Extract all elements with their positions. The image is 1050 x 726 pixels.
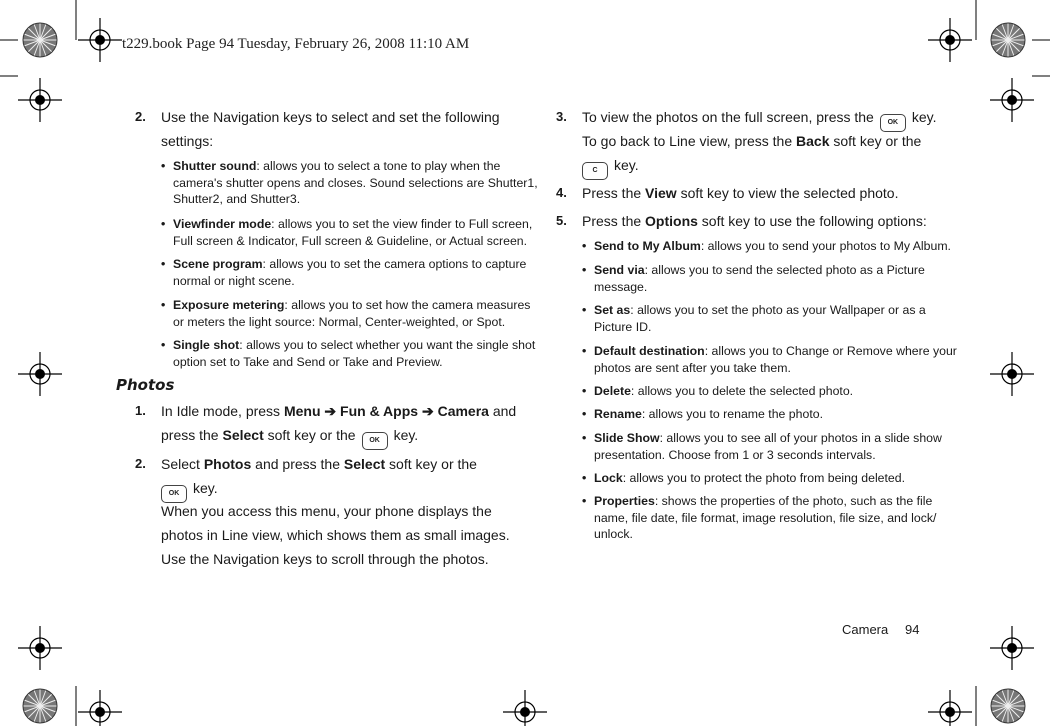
text-run: key. <box>614 157 639 173</box>
bullet-line <box>173 233 532 250</box>
text-run: Press the <box>582 213 646 229</box>
bullet-term: Slide Show <box>594 431 660 445</box>
text-run: In Idle mode, press <box>161 403 284 419</box>
bullet-text: unlock. <box>594 527 633 541</box>
text-run: To go back to Line view, press the <box>582 133 797 149</box>
ok-key-icon: OK <box>362 432 388 450</box>
print-header-line: t229.book Page 94 Tuesday, February 26, 2008 11:10 AM <box>122 36 470 52</box>
step-text: settings: <box>161 133 214 149</box>
bullet-dot: • <box>161 257 166 271</box>
bullet-term: Properties <box>594 494 655 508</box>
bullet-text: presentation. Choose from 1 or 3 seconds intervals. <box>594 447 876 462</box>
text-run: Press the <box>582 185 646 201</box>
step-body: When you access this menu, your phone displays the <box>161 503 492 519</box>
bullet-dot: • <box>582 263 587 277</box>
step-number: 2. <box>135 456 146 471</box>
step-number: 5. <box>556 213 567 228</box>
options-label: Options <box>645 213 698 229</box>
bullet-term: Shutter sound <box>173 159 257 173</box>
bullet-term: Set as <box>594 303 631 317</box>
bullet-dot: • <box>582 239 587 253</box>
right-bullet-item <box>582 406 823 423</box>
right-bullet-item <box>582 470 906 487</box>
step-text <box>582 153 639 180</box>
step-text <box>161 399 516 423</box>
step-number: 4. <box>556 185 567 200</box>
text-run: soft key or the <box>263 427 356 443</box>
text-run: and press the <box>251 456 344 472</box>
bullet-line <box>594 319 926 336</box>
left-bullet-item <box>161 256 527 289</box>
right-bullet-item <box>582 302 926 335</box>
bullet-line <box>594 343 957 360</box>
text-run: To view the photos on the full screen, press the <box>582 109 874 125</box>
bullet-text: : allows you to send your photos to My Album. <box>700 239 951 253</box>
bullet-line <box>594 360 957 377</box>
bullet-dot: • <box>582 494 587 508</box>
ok-key-icon: OK <box>880 114 906 132</box>
text-run: Select <box>161 456 204 472</box>
bullet-line <box>594 279 925 296</box>
view-label: View <box>645 185 677 201</box>
bullet-dot: • <box>161 217 166 231</box>
right-bullet-item <box>582 262 925 295</box>
fun-apps-label: Fun & Apps <box>340 403 419 419</box>
bullet-dot: • <box>161 338 166 352</box>
bullet-line <box>173 337 535 354</box>
step-text <box>161 452 477 476</box>
arrow-icon: ➔ <box>418 403 438 419</box>
text-run: soft key to view the selected photo. <box>676 185 899 201</box>
back-label: Back <box>796 133 830 149</box>
bullet-text: : allows you to protect the photo from being deleted. <box>622 471 906 485</box>
bullet-term: Scene program <box>173 257 263 271</box>
bullet-text: Shutter2, and Shutter3. <box>173 192 301 206</box>
step-text: Use the Navigation keys to select and set the following <box>161 109 500 125</box>
right-bullet-item <box>582 493 937 543</box>
step-number: 2. <box>135 109 146 124</box>
bullet-dot: • <box>582 431 587 445</box>
left-bullet-item <box>161 216 533 249</box>
step-body: Use the Navigation keys to scroll through the photos. <box>161 551 489 567</box>
bullet-line <box>594 406 823 423</box>
arrow-icon: ➔ <box>320 403 341 419</box>
bullet-text: name, file date, file format, image resolution, file size, and lock/ <box>594 510 937 525</box>
bullet-text: camera's shutter opens and closes. Sound selections are Shutter1, <box>173 175 538 190</box>
section-heading-photos: Photos <box>116 376 175 394</box>
bullet-dot: • <box>582 471 587 485</box>
bullet-term: Default destination <box>594 344 705 358</box>
bullet-line <box>594 470 905 487</box>
clear-key-icon: C <box>582 162 608 180</box>
bullet-text: : allows you to Change or Remove where your <box>704 344 957 358</box>
bullet-line <box>594 526 936 543</box>
bullet-dot: • <box>582 303 587 317</box>
bullet-term: Rename <box>594 407 642 421</box>
bullet-text: : allows you to select a tone to play when the <box>256 159 501 173</box>
left-bullet-item <box>161 337 536 370</box>
bullet-text: : shows the properties of the photo, such as the file <box>654 494 933 508</box>
bullet-text: option set to Take and Send or Take and Preview. <box>173 354 443 369</box>
bullet-text: : allows you to set the view finder to Full screen, <box>271 217 533 231</box>
text-run: soft key or the <box>385 456 477 472</box>
bullet-line <box>594 510 936 527</box>
bullet-term: Send via <box>594 263 645 277</box>
bullet-line <box>173 191 538 208</box>
photos-label: Photos <box>203 456 252 472</box>
bullet-text: : allows you to set the camera options to capture <box>262 257 527 271</box>
bullet-term: Exposure metering <box>173 298 285 312</box>
bullet-line <box>594 493 936 510</box>
select-label: Select <box>222 427 264 443</box>
bullet-line <box>173 314 530 331</box>
bullet-text: message. <box>594 279 648 294</box>
bullet-text: : allows you to set how the camera measures <box>284 298 531 312</box>
text-run: key. <box>393 427 419 443</box>
left-bullet-item <box>161 158 538 208</box>
bullet-text: : allows you to set the photo as your Wallpaper or as a <box>630 303 926 317</box>
bullet-line <box>594 383 853 400</box>
step-body: photos in Line view, which shows them as small images. <box>161 527 510 543</box>
bullet-term: Lock <box>594 471 623 485</box>
footer-section-name: Camera <box>842 622 889 637</box>
select-label: Select <box>343 456 386 472</box>
text-run: key. <box>193 480 218 496</box>
bullet-term: Viewfinder mode <box>173 217 272 231</box>
left-bullet-item <box>161 297 531 330</box>
step-text <box>582 209 927 233</box>
bullet-line <box>173 273 526 290</box>
text-run: press the <box>161 427 223 443</box>
bullet-text: : allows you to select whether you want the single shot <box>239 338 536 352</box>
bullet-line <box>594 262 925 279</box>
bullet-line <box>173 256 526 273</box>
bullet-dot: • <box>161 159 166 173</box>
bullet-line <box>173 354 535 371</box>
bullet-text: : allows you to rename the photo. <box>641 407 823 421</box>
right-bullet-item <box>582 343 957 376</box>
ok-key-icon: OK <box>161 485 187 503</box>
bullet-text: normal or night scene. <box>173 273 295 288</box>
bullet-dot: • <box>582 407 587 421</box>
bullet-text: : allows you to see all of your photos in a slide show <box>659 431 942 445</box>
bullet-text: or meters the light source: Normal, Center-weighted, or Spot. <box>173 314 506 329</box>
step-text <box>582 129 921 153</box>
right-bullet-item <box>582 383 854 400</box>
bullet-text: : allows you to send the selected photo as a Picture <box>644 263 925 277</box>
bullet-line <box>173 216 532 233</box>
text-run: key. <box>911 109 937 125</box>
camera-label: Camera <box>437 403 489 419</box>
step-text <box>582 105 936 132</box>
step-text <box>582 181 898 205</box>
bullet-text: : allows you to delete the selected photo. <box>630 384 854 398</box>
bullet-dot: • <box>582 344 587 358</box>
footer-page-number: 94 <box>905 622 920 637</box>
text-run: soft key to use the following options: <box>697 213 927 229</box>
bullet-line <box>173 297 530 314</box>
bullet-term: Single shot <box>173 338 240 352</box>
bullet-line <box>594 238 951 255</box>
right-bullet-item <box>582 430 942 463</box>
bullet-line <box>594 302 926 319</box>
step-number: 1. <box>135 403 146 418</box>
text-run: soft key or the <box>829 133 922 149</box>
bullet-dot: • <box>582 384 587 398</box>
bullet-dot: • <box>161 298 166 312</box>
right-bullet-item <box>582 238 951 255</box>
bullet-text: Picture ID. <box>594 319 652 334</box>
bullet-line <box>594 430 942 447</box>
bullet-text: Full screen & Indicator, Full screen & Guideline, or Actual screen. <box>173 233 528 248</box>
bullet-term: Send to My Album <box>594 239 701 253</box>
bullet-line <box>173 175 538 192</box>
bullet-term: Delete <box>594 384 631 398</box>
step-text <box>161 423 418 450</box>
bullet-line <box>173 158 538 175</box>
step-number: 3. <box>556 109 567 124</box>
bullet-text: photos are sent after you take them. <box>594 360 791 375</box>
menu-label: Menu <box>283 403 321 419</box>
text-run: and <box>488 403 517 419</box>
bullet-line <box>594 447 942 464</box>
